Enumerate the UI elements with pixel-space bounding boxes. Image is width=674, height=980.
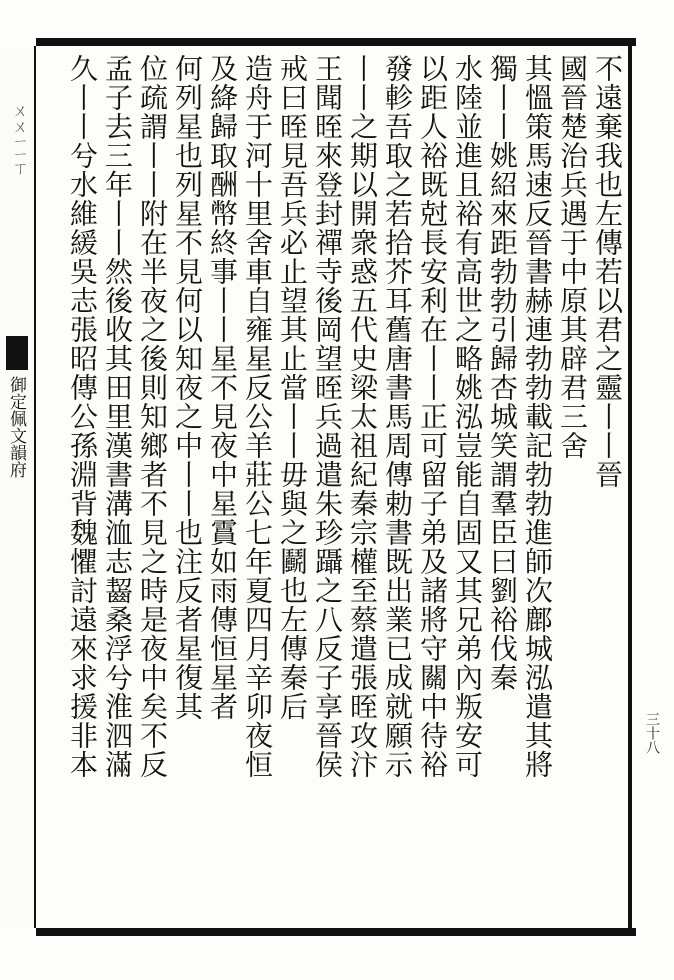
book-title: 御定佩文韻府	[6, 376, 26, 478]
top-border	[36, 38, 636, 46]
bottom-border	[36, 928, 636, 936]
text-column-3: 其慍策馬速反晉書赫連勃勃載記勃勃進師次鄜城泓遣其將	[521, 54, 554, 779]
text-column-12: 及絳歸取酬幣終事丨丨星不見夜中星霣如雨傳恒星者	[206, 54, 239, 721]
text-column-6: 以距人裕既尅長安利在丨丨正可留子弟及諸將守關中待裕	[416, 54, 449, 779]
text-column-4: 獨丨丨姚紹來距勃勃引歸杏城笑謂羣臣曰劉裕伐秦	[486, 54, 519, 692]
gutter-marks: ㄨㄨㄧㄧㄒ	[10, 102, 29, 176]
text-column-5: 水陸並進且裕有高世之略姚泓豈能自固又其兄弟內叛安可	[451, 54, 484, 779]
page-gutter	[0, 46, 36, 928]
text-column-11: 造舟于河十里舍車自雍星反公羊莊公七年夏四月辛卯夜恒	[241, 54, 274, 779]
text-column-2: 國晉楚治兵遇于中原其辟君三舍	[556, 54, 589, 460]
text-column-14: 位疏謂丨丨附在半夜之後則知鄉者不見之時是夜中矣不反	[136, 54, 169, 779]
text-column-15: 孟子去三年丨丨然後收其田里漢書溝洫志齧桑浮兮淮泗滿	[101, 54, 134, 779]
right-border	[628, 38, 632, 936]
text-column-1: 不遠棄我也左傳若以君之靈丨丨晉	[591, 54, 624, 489]
text-column-10: 戒曰晊見吾兵必止望其止當丨丨毋與之鬬也左傳秦后	[276, 54, 309, 721]
text-column-7: 發軫吾取之若拾芥耳舊唐書馬周傳勅書既出業已成就願示	[381, 54, 414, 779]
text-column-9: 王聞晊來登封禪寺後岡望晊兵過遣朱珍躡之八反子享晉侯	[311, 54, 344, 779]
text-column-8: 丨丨之期以開衆惑五代史梁太祖紀秦宗權至蔡遣張晊攻汴	[346, 54, 379, 779]
gutter-ink-block	[6, 336, 28, 370]
text-column-16: 久丨丨兮水維緩吳志張昭傳公孫淵背魏懼討遠來求援非本	[66, 54, 99, 779]
text-column-13: 何列星也列星不見何以知夜之中丨丨也注反者星復其	[171, 54, 204, 721]
page-number: 三十八	[644, 712, 660, 754]
